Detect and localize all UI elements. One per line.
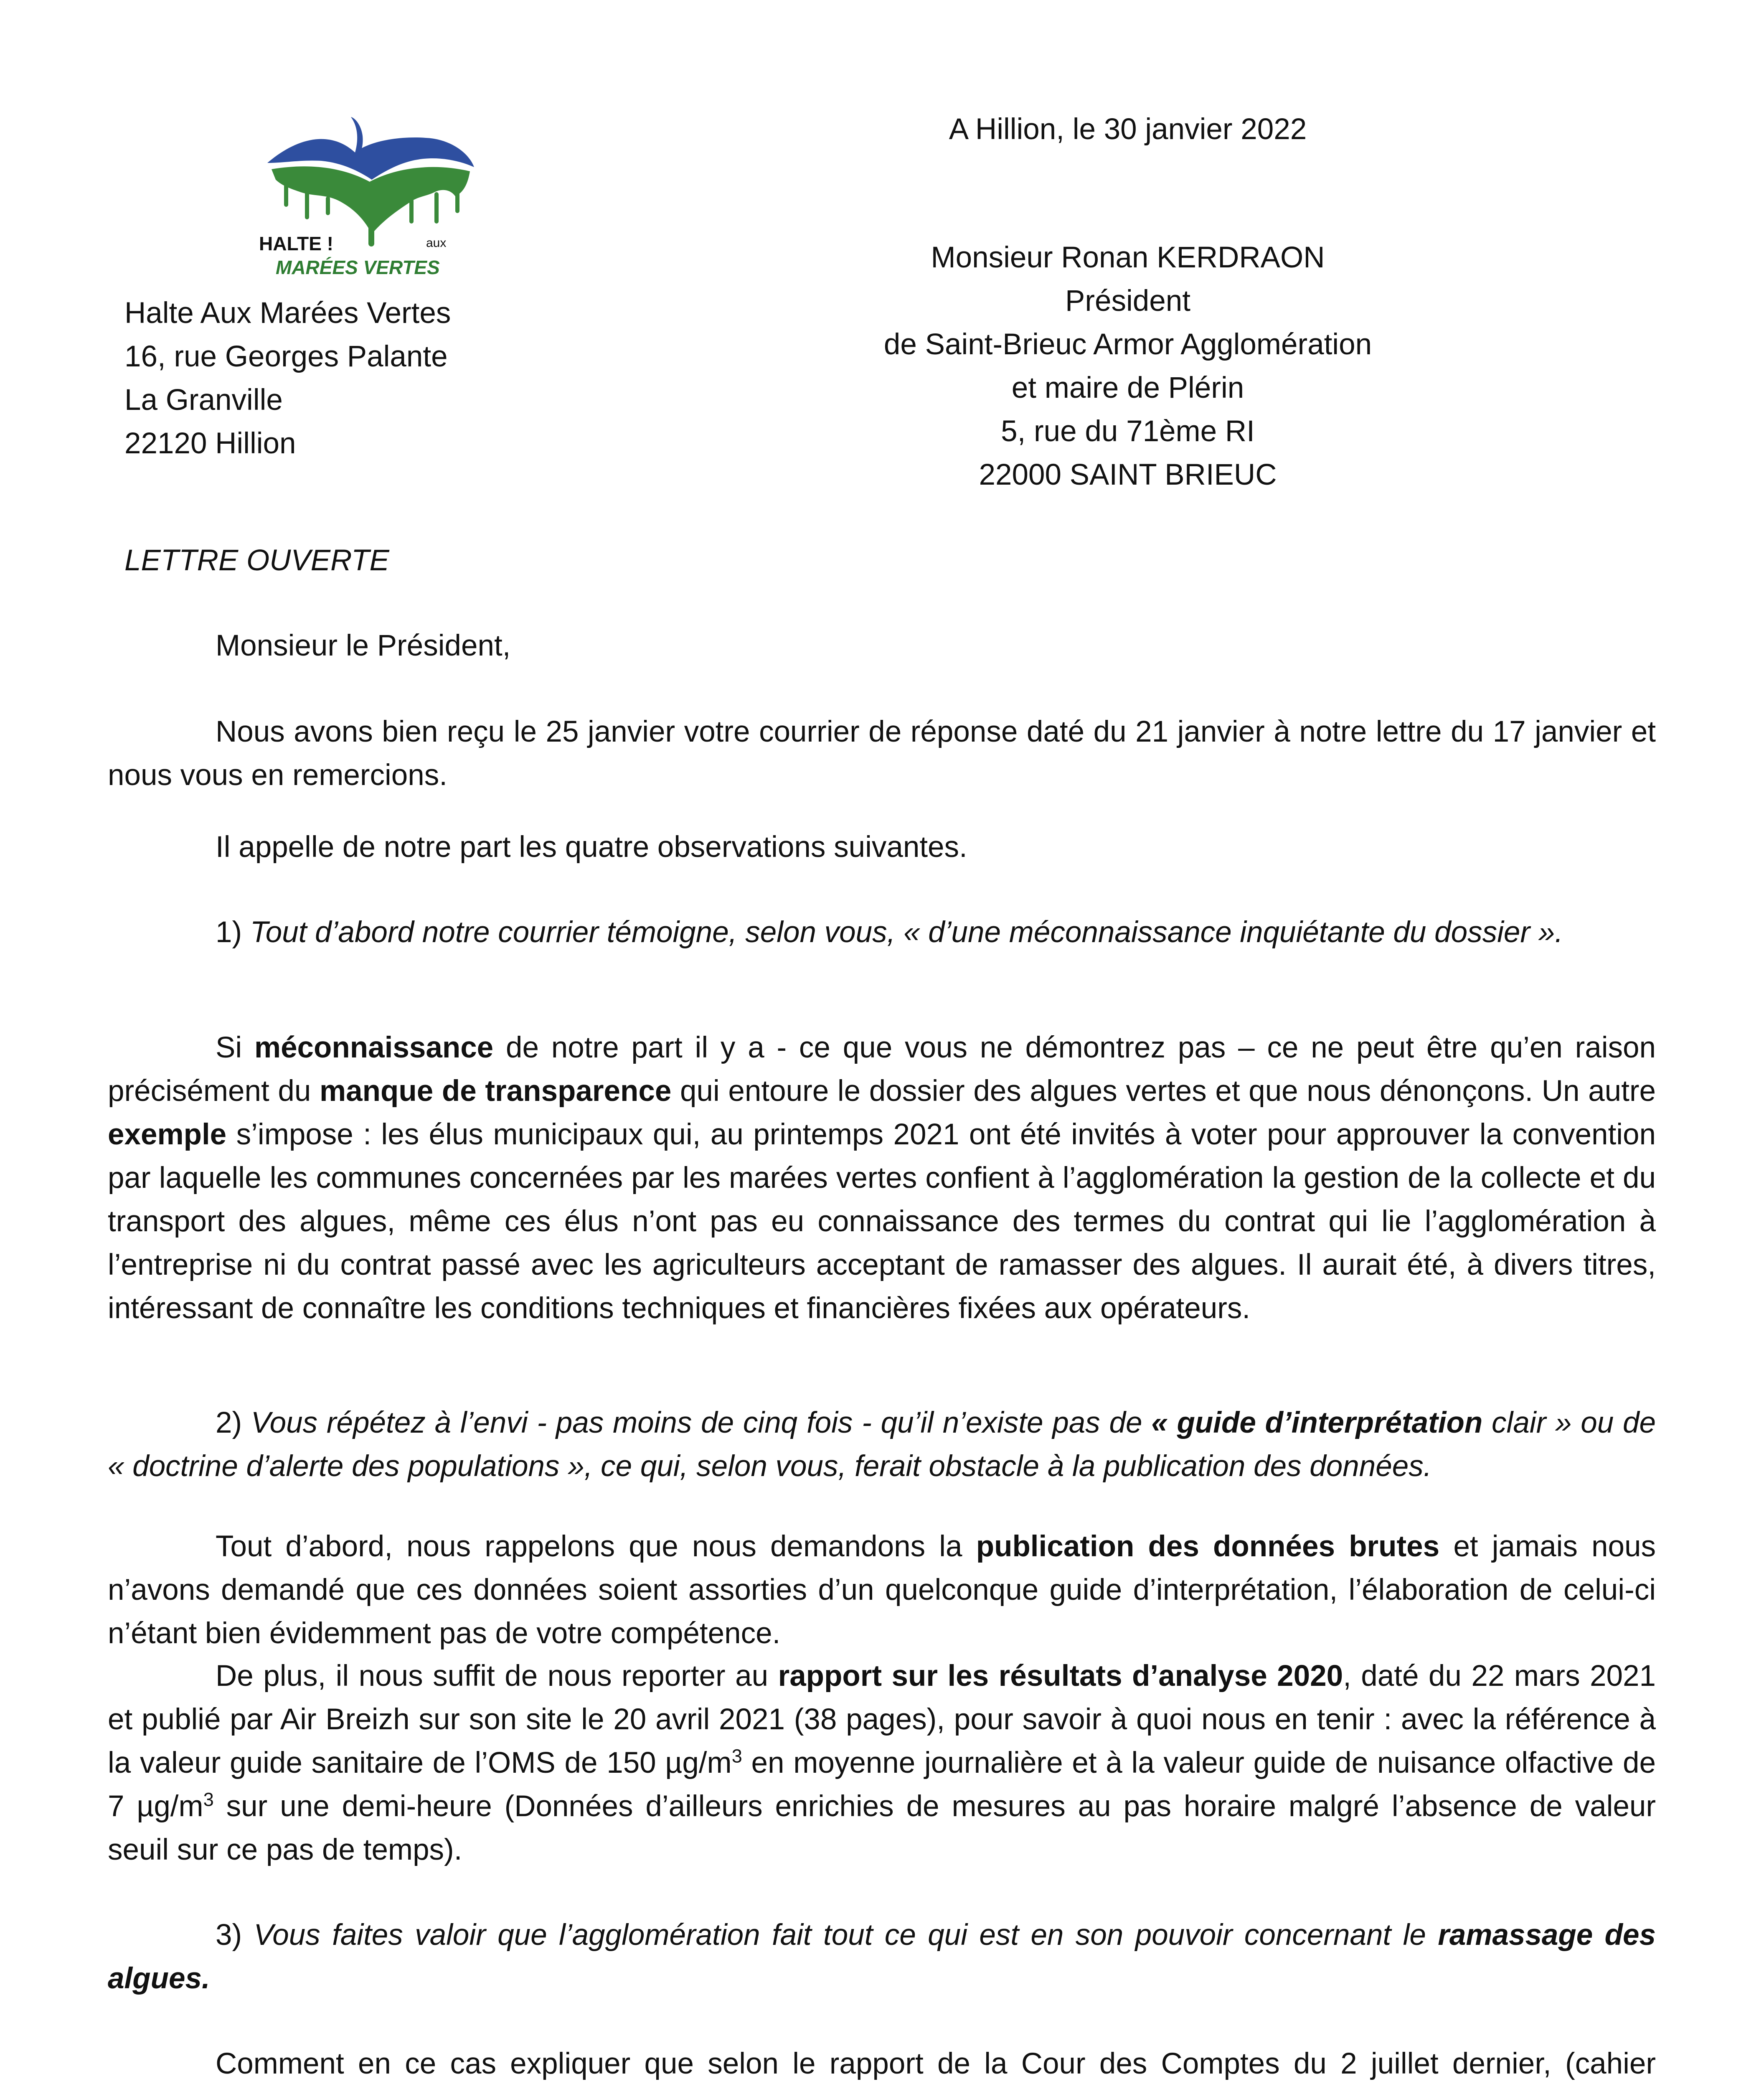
bold-italic-run: ramassage des algues. [108,1919,1656,1995]
paragraph-observation-1 [108,911,1656,954]
paragraph-7 [108,1654,1656,1872]
recipient-line: et maire de Plérin [1011,371,1244,404]
sender-line: 22120 Hillion [124,427,296,460]
bold-run: rapport sur les résultats d’analyse 2020 [778,1660,1343,1693]
text-run: Comment en ce cas expliquer que selon le rapport de la Cour des Comptes du 2 juillet dernier, (cahier [216,2047,1656,2080]
text-run: Tout d’abord, nous rappelons que nous demandons la [216,1530,976,1563]
letter-heading: LETTRE OUVERTE [124,544,389,577]
place-date: A Hillion, le 30 janvier 2022 [949,113,1307,146]
paragraph-9 [108,2042,1656,2089]
bold-run: publication des données brutes [976,1530,1440,1563]
paragraph-observation-3 [108,1914,1656,2000]
logo-small-text: aux [426,236,447,250]
observation-number: 3) [216,1919,254,1952]
italic-run: Vous répétez à l’envi - pas moins de cinq fois - qu’il n’existe pas de [251,1406,1152,1439]
logo-line1: HALTE ! [259,233,334,254]
paragraph-1: Nous avons bien reçu le 25 janvier votre courrier de réponse daté du 21 janvier à notre lettre du 17 janvier et nous vous en remercions. [108,715,1656,792]
bird-logo-icon [259,113,476,251]
sender-line: 16, rue Georges Palante [124,340,448,373]
text-run: et jamais nous n’avons demandé que ces données soient assorties d’un quelconque guide d’interprétation, l’élaboration de celui-ci n’étant bien évidemment pas de votre compétence. [108,1530,1656,1650]
recipient-line: de Saint-Brieuc Armor Agglomération [883,328,1372,361]
bold-run: méconnaissance [254,1031,494,1064]
superscript: 3 [731,1745,742,1767]
observation-number: 1) [216,916,250,949]
bold-italic-run: « guide d’interprétation [1151,1406,1483,1439]
superscript: 3 [203,1789,214,1810]
text-run: de notre part il y a - ce que vous ne démontrez pas – ce ne peut être qu’en raison précisément du [108,1031,1656,1108]
sender-line: La Granville [124,384,283,417]
paragraph-6 [108,1525,1656,1655]
recipient-address [794,236,1462,497]
salutation: Monsieur le Président, [216,629,511,662]
bold-run: manque de transparence [320,1075,672,1108]
text-run: Si [216,1031,254,1064]
paragraph-4 [108,1026,1656,1330]
text-run: De plus, il nous suffit de nous reporter au [216,1660,778,1693]
recipient-line: 22000 SAINT BRIEUC [979,458,1277,491]
bold-run: exemple [108,1118,227,1151]
observation-text: Tout d’abord notre courrier témoigne, selon vous, « d’une méconnaissance inquiétante du dossier ». [250,916,1563,949]
italic-run: clair » ou de « doctrine d’alerte des populations », ce qui, selon vous, ferait obstacle à la publication des données. [108,1406,1656,1483]
paragraph-2: Il appelle de notre part les quatre observations suivantes. [216,831,967,864]
text-run: , daté du 22 mars 2021 et publié par Air Breizh sur son site le 20 avril 2021 (38 pages), pour savoir à quoi nous en tenir : avec la référence à la valeur guide sanitaire de l’OMS de 150 µg/m [108,1660,1656,1779]
logo-line2: MARÉES VERTES [276,257,440,278]
observation-number: 2) [216,1406,251,1439]
sender-line: Halte Aux Marées Vertes [124,297,451,330]
paragraph-observation-2 [108,1401,1656,1488]
text-run: en moyenne journalière et à la valeur guide de nuisance olfactive de 7 µg/m [108,1746,1656,1823]
recipient-line: 5, rue du 71ème RI [1001,415,1255,448]
logo [259,113,476,288]
recipient-line: Monsieur Ronan KERDRAON [931,241,1325,274]
italic-run: Vous faites valoir que l’agglomération fait tout ce qui est en son pouvoir concernant le [254,1919,1438,1952]
text-run: sur une demi-heure (Données d’ailleurs enrichies de mesures au pas horaire malgré l’absence de valeur seuil sur ce pas de temps). [108,1790,1656,1866]
recipient-line: Président [1065,285,1190,318]
text-run: s’impose : les élus municipaux qui, au printemps 2021 ont été invités à voter pour approuver la convention par laquelle les communes concernées par les marées vertes confient à l’agglomération la gestion de la collecte et du transport des algues, même ces élus n’ont pas eu connaissance des termes du contrat qui lie l’agglomération à l’entreprise ni du contrat passé avec les agriculteurs acceptant de ramasser des algues. Il aurait été, à divers titres, intéressant de connaître les conditions techniques et financières fixées aux opérateurs. [108,1118,1656,1325]
text-run: qui entoure le dossier des algues vertes et que nous dénonçons. Un autre [671,1075,1656,1108]
sender-address [124,292,451,465]
